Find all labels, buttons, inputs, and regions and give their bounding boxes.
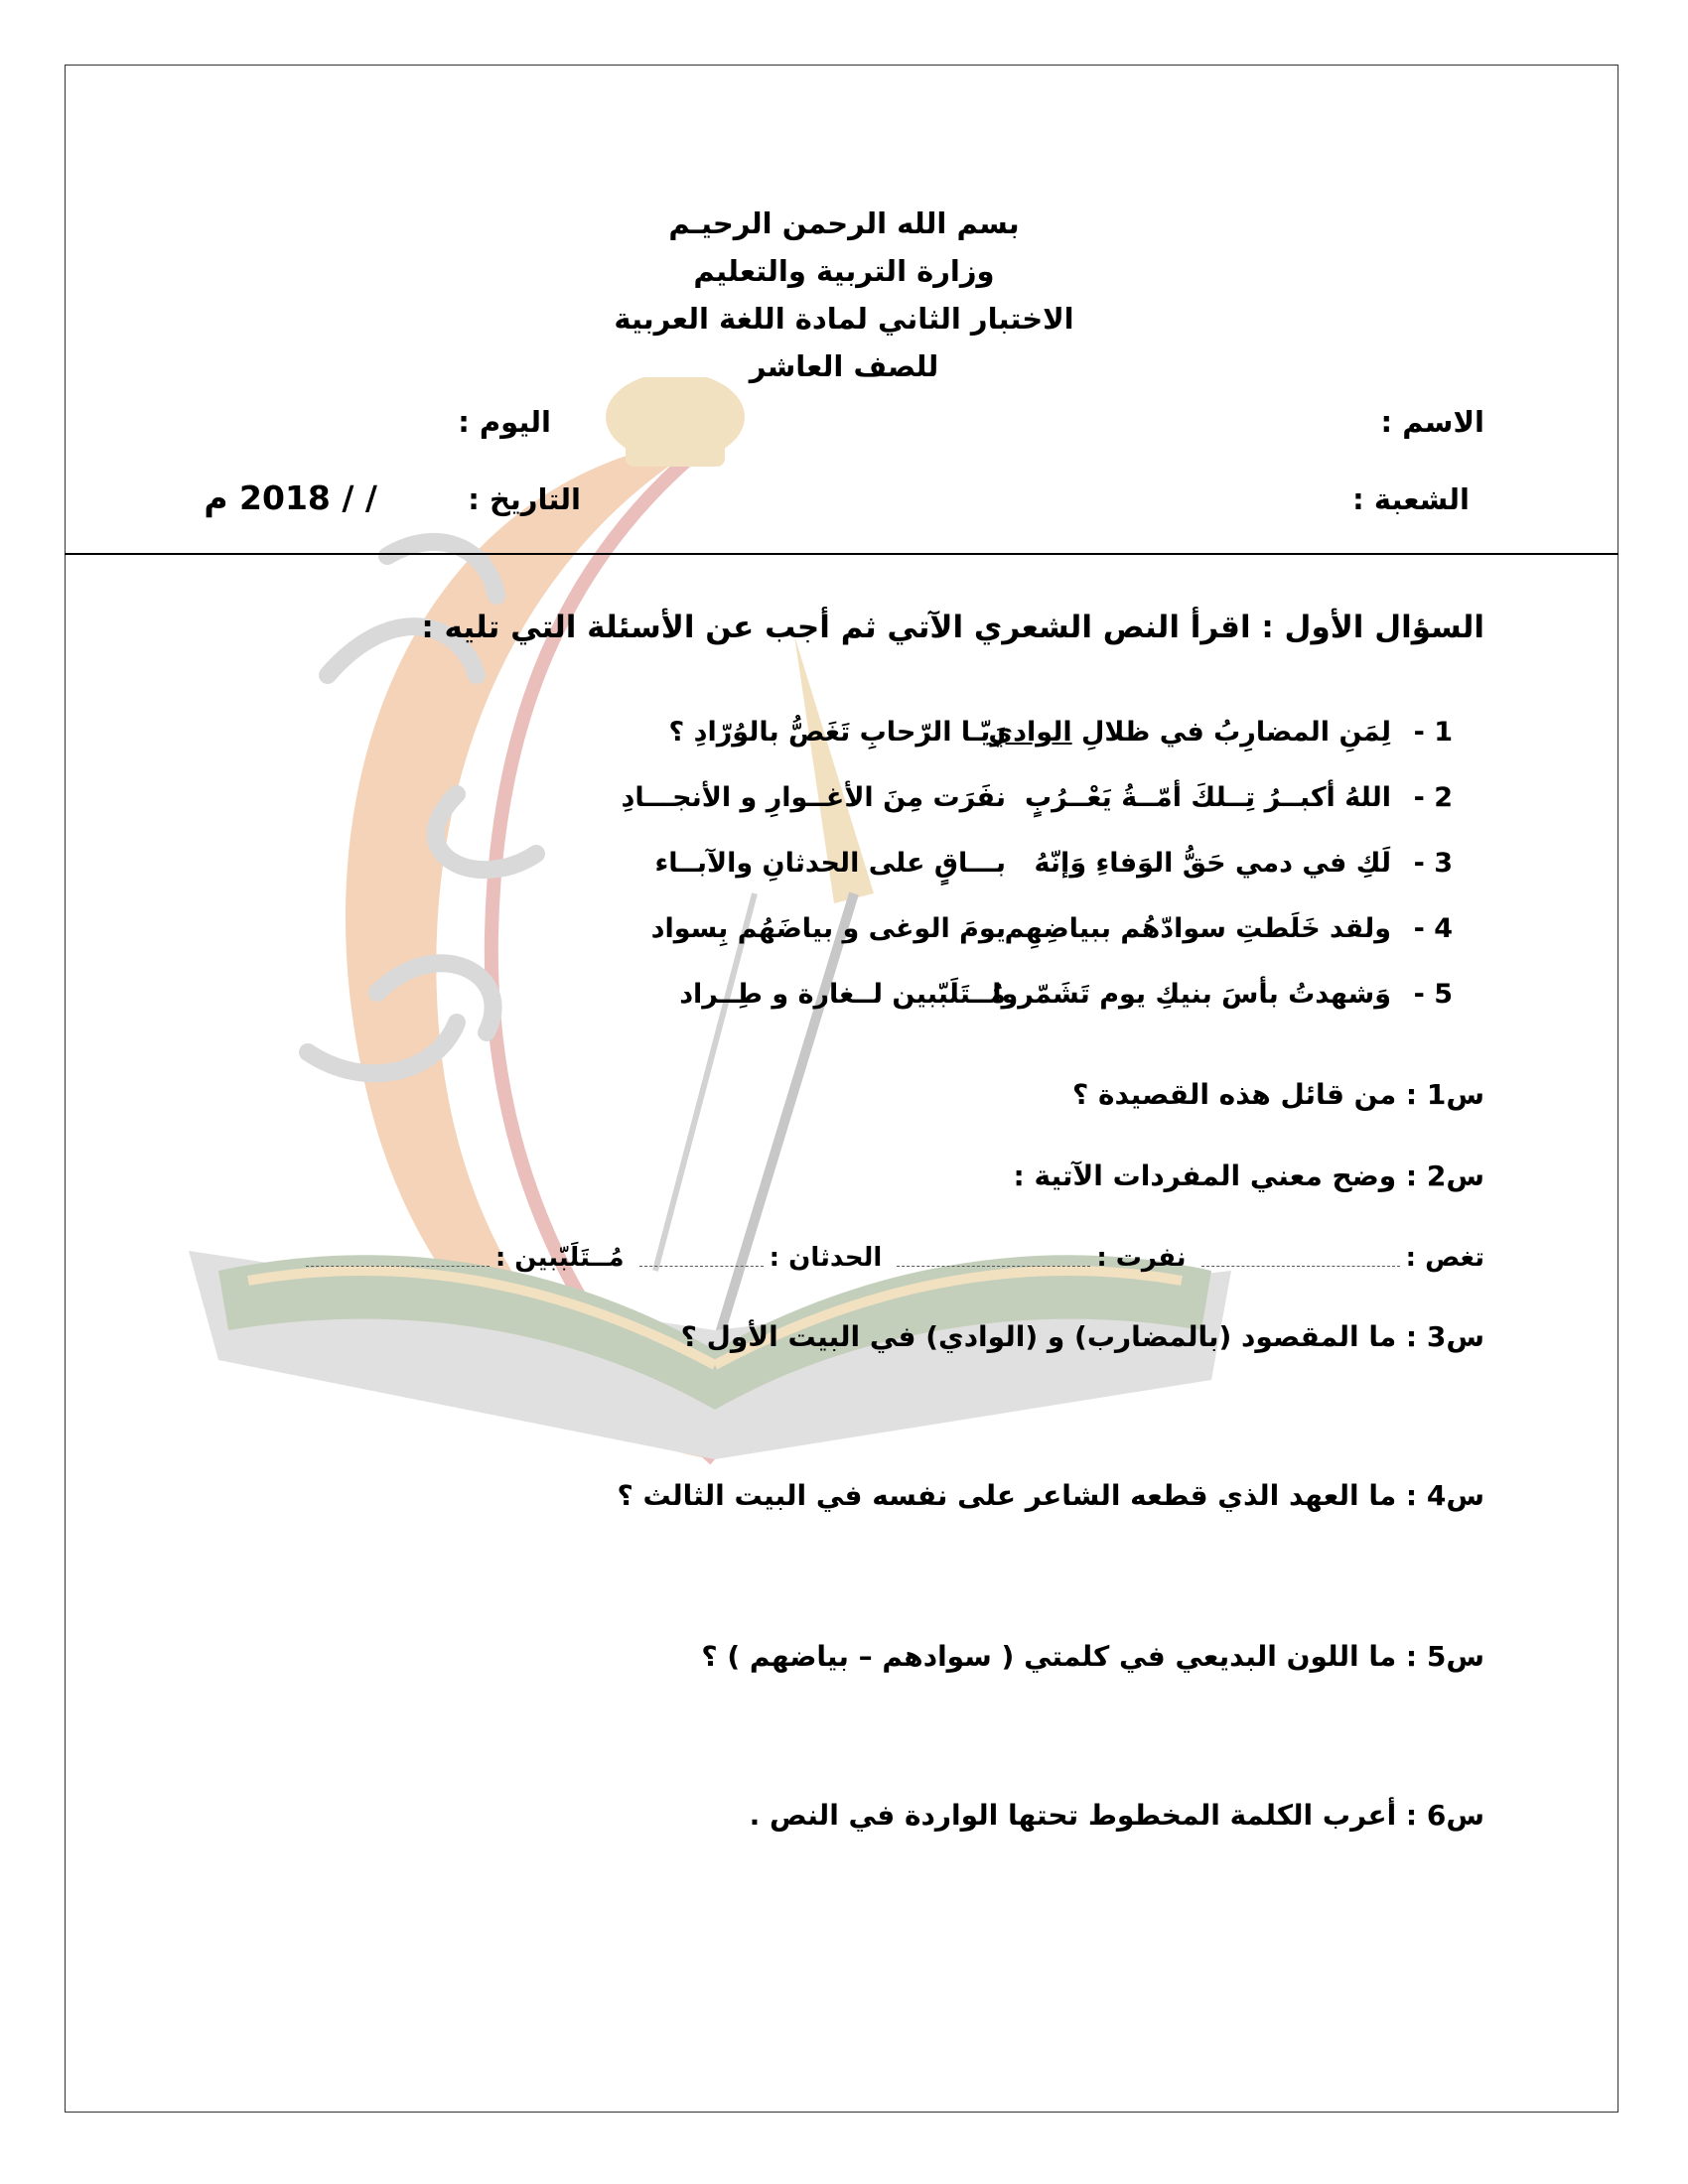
verse-number: 1 - [1413,717,1453,748]
verse-second-hemistich: رَيّـا الرّحابِ تَغَصُّ بالوُرّادِ ؟ [668,717,1006,748]
verse-3 [559,848,1453,891]
verse-first-hemistich: ولقد خَلَطتِ سوادّهُم ببياضِهِم [1004,913,1391,944]
verse-1 [559,717,1453,760]
verse-second-hemistich: بـــاقٍ على الحدثانِ والآبــاء [654,848,1006,879]
grade-label: للصف العاشر [749,349,939,383]
verse-first-hemistich: لِمَنِ المضارِبُ في ظلالِ الوادي [988,717,1391,748]
verse-2 [559,782,1453,826]
ministry-name: وزارة التربية والتعليم [693,254,995,288]
section-label: الشعبة : [1352,482,1470,516]
header-divider [65,553,1618,555]
verse-number: 5 - [1413,979,1453,1010]
exam-title: الاختبار الثاني لمادة اللغة العربية [614,302,1074,336]
vocab-word-3: الحدثان : [769,1243,883,1273]
answer-blank[interactable] [639,1250,764,1267]
name-label: الاسم : [1380,405,1484,439]
vocab-word-2: نفرت : [1096,1243,1187,1273]
date-label: التاريخ : [468,482,581,516]
answer-blank[interactable] [1201,1250,1400,1267]
question-s4: س4 : ما العهد الذي قطعه الشاعر على نفسه في البيت الثالث ؟ [617,1479,1484,1512]
verse-first-hemistich: اللهُ أكبــرُ تِــلكَ أمّــةُ يَعْــرُبٍ [1025,782,1391,813]
verse-second-hemistich: يومَ الوغى و بياضَهُم بِسواد [650,913,1006,944]
question-1-title: السؤال الأول : اقرأ النص الشعري الآتي ثم أجب عن الأسئلة التي تليه : [421,610,1484,645]
vocabulary-row [194,1243,1484,1273]
vocab-word-4: مُــتَلَبّبين : [494,1243,625,1273]
question-s2: س2 : وضح معني المفردات الآتية : [1013,1160,1484,1192]
question-s6: س6 : أعرب الكلمة المخطوط تحتها الواردة في النص . [749,1799,1484,1832]
verse-4 [559,913,1453,957]
answer-blank[interactable] [897,1250,1090,1267]
verse-5 [559,979,1453,1023]
underlined-word: الوادي [988,717,1072,748]
verse-number: 2 - [1413,782,1453,813]
day-label: اليوم : [458,405,551,439]
verse-first-hemistich: لَكِ في دمي حَقُّ الوَفاءِ وَإنّهُ [1034,848,1391,879]
basmala: بسم الله الرحمن الرحيـم [668,206,1020,240]
verse-first-hemistich: وَشهدتُ بأسَ بنيكِ يوم تَشَمّروا [992,979,1391,1010]
verse-second-hemistich: نفَرَت مِنَ الأغــوارِ و الأنجـــادِ [621,782,1006,813]
verse-number: 3 - [1413,848,1453,879]
verse-second-hemistich: مُــتَلَبّبين لــغارة و طِــراد [679,979,1006,1010]
date-value: / / 2018 م [204,478,377,517]
verse-number: 4 - [1413,913,1453,944]
question-s1: س1 : من قائل هذه القصيدة ؟ [1071,1078,1484,1111]
question-s5: س5 : ما اللون البديعي في كلمتي ( سوادهم – بياضهم ) ؟ [701,1640,1484,1673]
question-s3: س3 : ما المقصود (بالمضارب) و (الوادي) في البيت الأول ؟ [680,1320,1484,1353]
vocab-word-1: تغص : [1405,1243,1484,1273]
answer-blank[interactable] [306,1250,490,1267]
